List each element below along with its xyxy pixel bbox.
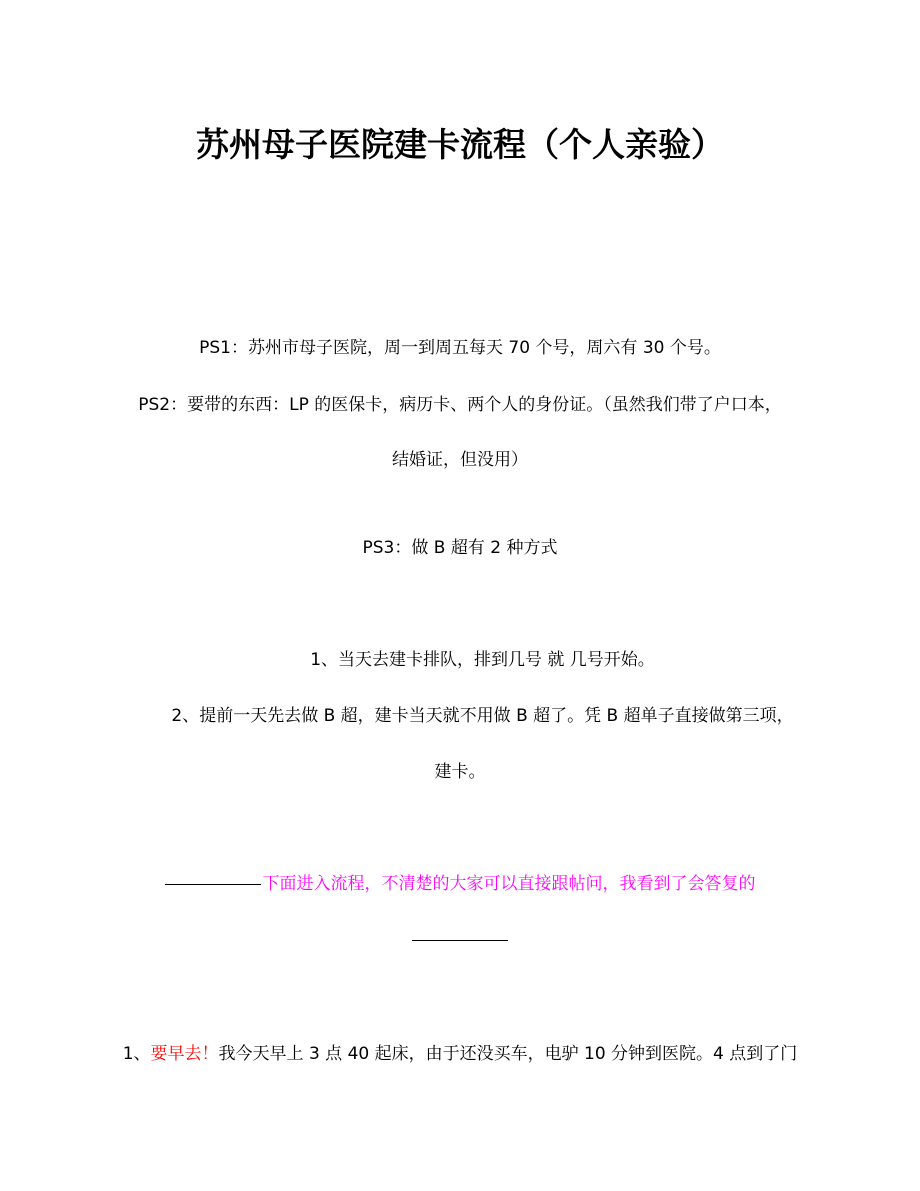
ps2-paragraph-line2: 结婚证，但没用） (392, 450, 528, 470)
option-1-item: 1、当天去建卡排队，排到几号 就 几号开始。 (310, 650, 655, 670)
step-1-text: 我今天早上 3 点 40 起床，由于还没买车，电驴 10 分钟到医院。4 点到了门 (218, 1044, 798, 1064)
option-2-item-line1: 2、提前一天先去做 B 超，建卡当天就不用做 B 超了。凭 B 超单子直接做第三项， (171, 706, 794, 726)
page-title: 苏州母子医院建卡流程（个人亲验） (196, 125, 724, 164)
divider-rule-bottom (412, 940, 508, 941)
step-1-highlight: 要早去！ (150, 1044, 219, 1064)
divider-rule-line (0, 928, 920, 952)
step-1-paragraph (0, 1042, 920, 1066)
ps2-paragraph-line1: PS2：要带的东西：LP 的医保卡，病历卡、两个人的身份证。（虽然我们带了户口本， (138, 395, 782, 415)
ps1-paragraph: PS1：苏州市母子医院，周一到周五每天 70 个号，周六有 30 个号。 (199, 338, 721, 358)
option-2-item-line2: 建卡。 (434, 762, 486, 782)
ps3-paragraph: PS3：做 B 超有 2 种方式 (362, 538, 558, 558)
process-divider-text: 下面进入流程，不清楚的大家可以直接跟帖问，我看到了会答复的 (262, 874, 756, 894)
divider-rule-left (165, 884, 261, 885)
step-1-number: 1、 (122, 1044, 151, 1064)
process-divider-heading (0, 872, 920, 896)
